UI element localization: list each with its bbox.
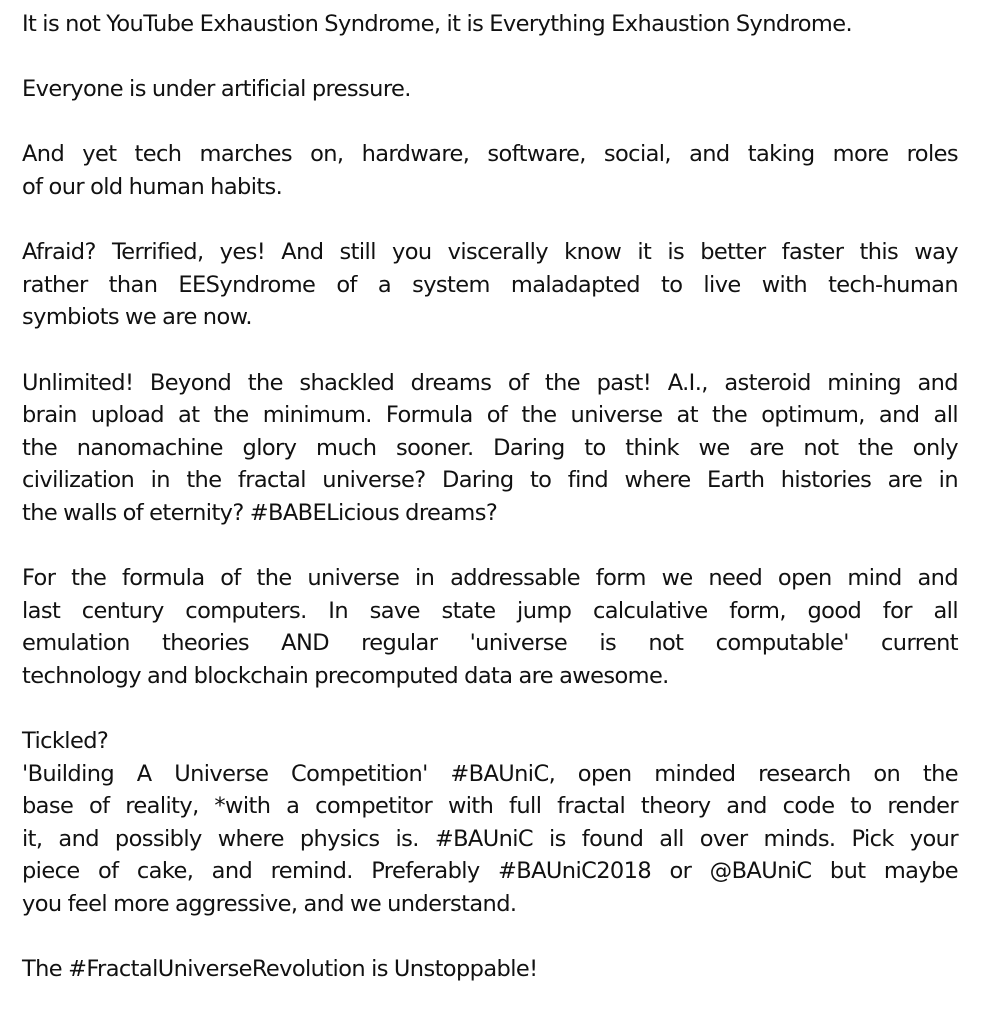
text-line: technology and blockchain precomputed data are awesome. <box>22 662 669 689</box>
text-line: last century computers. In save state jump calculative form, good for all <box>22 597 958 624</box>
text-line: For the formula of the universe in addressable form we need open mind and <box>22 565 958 592</box>
text-line: Unlimited! Beyond the shackled dreams of the past! A.I., asteroid mining and <box>22 369 958 396</box>
text-line: it, and possibly where physics is. #BAUniC is found all over minds. Pick your <box>22 825 958 852</box>
text-line: the nanomachine glory much sooner. Daring to think we are not the only <box>22 434 958 461</box>
paragraph-7 <box>22 725 958 921</box>
text-line: civilization in the fractal universe? Daring to find where Earth histories are in <box>22 467 958 494</box>
text-line: Everyone is under artificial pressure. <box>22 76 411 103</box>
paragraph-4 <box>22 236 958 334</box>
text-line: emulation theories AND regular 'universe is not computable' current <box>22 630 958 657</box>
text-line: And yet tech marches on, hardware, software, social, and taking more roles <box>22 141 958 168</box>
document-body <box>22 8 958 1018</box>
text-line: symbiots we are now. <box>22 304 252 331</box>
text-line: rather than EESyndrome of a system maladapted to live with tech-human <box>22 271 958 298</box>
text-line: piece of cake, and remind. Preferably #BAUniC2018 or @BAUniC but maybe <box>22 858 958 885</box>
paragraph-6 <box>22 562 958 692</box>
text-line: the walls of eternity? #BABELicious dreams? <box>22 499 498 526</box>
text-line: It is not YouTube Exhaustion Syndrome, it is Everything Exhaustion Syndrome. <box>22 11 853 37</box>
text-line: of our old human habits. <box>22 173 283 200</box>
paragraph-1 <box>22 8 958 41</box>
text-line: The #FractalUniverseRevolution is Unstoppable! <box>22 956 538 983</box>
text-line: brain upload at the minimum. Formula of the universe at the optimum, and all <box>22 402 958 429</box>
text-line: Afraid? Terrified, yes! And still you viscerally know it is better faster this way <box>22 239 958 266</box>
paragraph-5 <box>22 367 958 530</box>
paragraph-3 <box>22 138 958 203</box>
text-line: you feel more aggressive, and we understand. <box>22 891 517 918</box>
text-line: base of reality, *with a competitor with full fractal theory and code to render <box>22 793 958 820</box>
paragraph-8 <box>22 953 958 986</box>
text-line: Tickled? <box>22 728 109 755</box>
paragraph-2 <box>22 73 958 106</box>
text-line: 'Building A Universe Competition' #BAUniC, open minded research on the <box>22 760 958 787</box>
